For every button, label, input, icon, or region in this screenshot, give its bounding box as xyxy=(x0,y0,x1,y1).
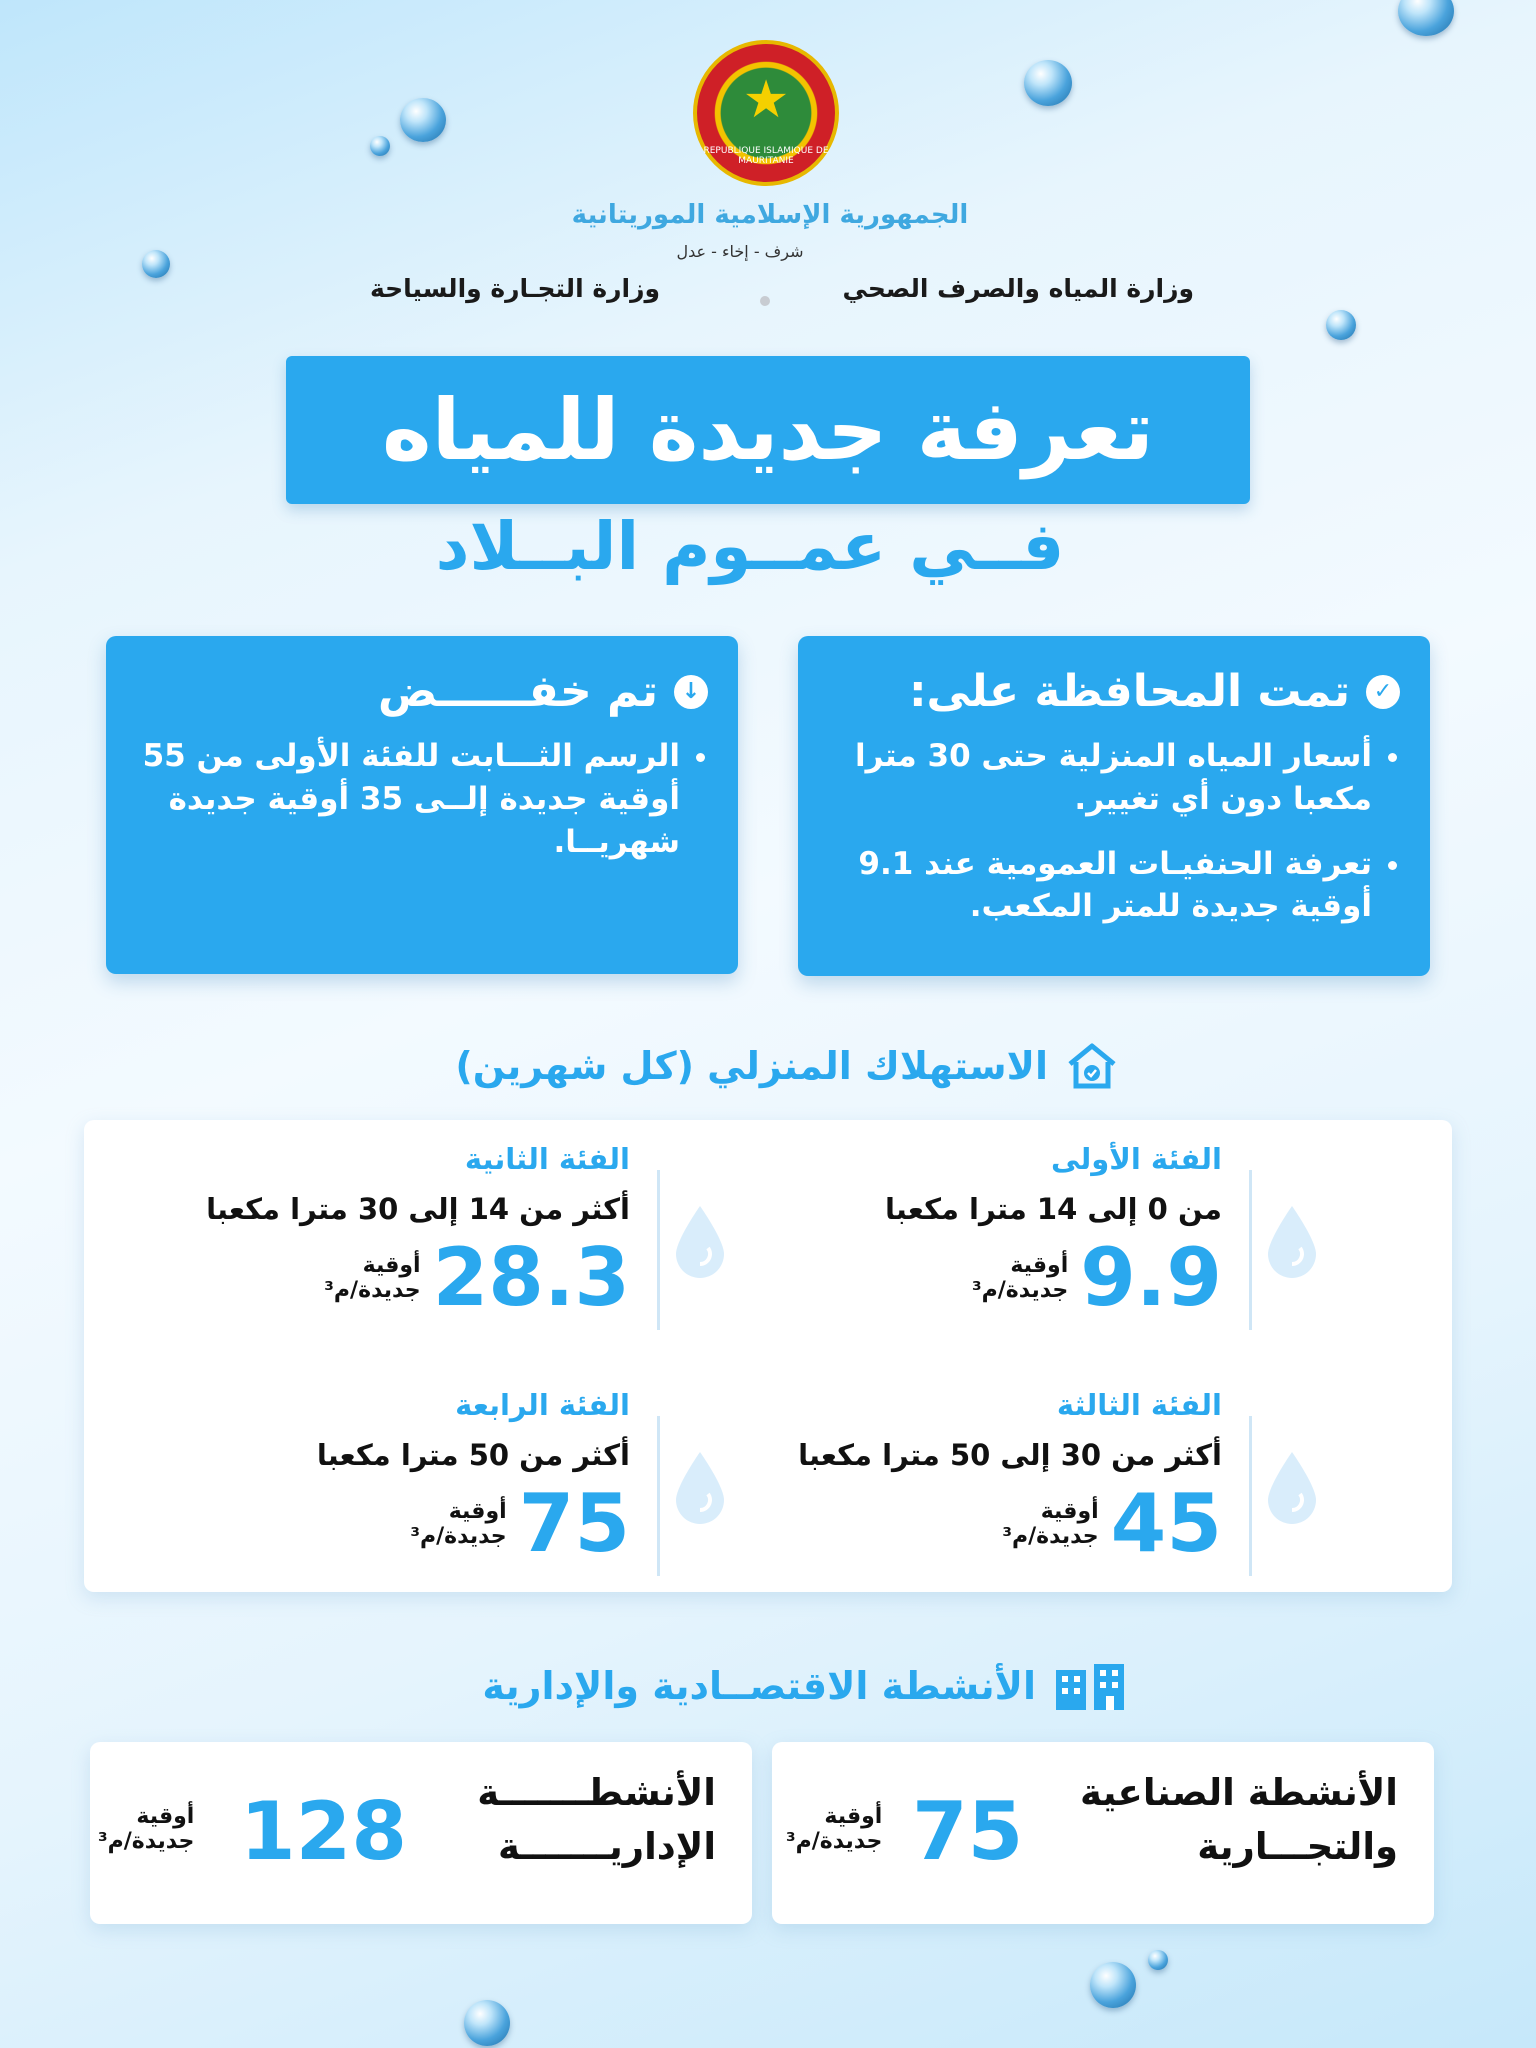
price-unit-bottom: جديدة/م³ xyxy=(98,1829,195,1855)
ministry-trade-name: وزارة التجـارة والسياحة xyxy=(369,274,660,303)
activity-name-line2: والتجـــارية xyxy=(1197,1824,1398,1868)
water-droplet-decoration xyxy=(1398,0,1454,36)
check-circle-icon: ✓ xyxy=(1366,675,1400,709)
category-price-row xyxy=(971,1231,1222,1324)
activities-section-title: الأنشطة الاقتصــادية والإدارية xyxy=(482,1664,1036,1708)
category-divider xyxy=(657,1170,660,1330)
water-drop-icon xyxy=(670,1448,730,1528)
price-unit-bottom: جديدة/م³ xyxy=(324,1278,421,1303)
reduced-heading: تم خفــــــض xyxy=(378,666,658,717)
price-unit-top: أوقية xyxy=(1040,1498,1099,1524)
price-unit-bottom: جديدة/م³ xyxy=(1002,1524,1099,1549)
ministry-separator xyxy=(760,296,770,306)
category-name: الفئة الثانية xyxy=(464,1142,630,1176)
category-card-fourth xyxy=(130,1388,730,1588)
category-divider xyxy=(657,1416,660,1576)
maintained-heading-row xyxy=(832,666,1400,717)
water-droplet-decoration xyxy=(1024,60,1072,106)
category-card-third xyxy=(722,1388,1322,1588)
list-item: • أسعار المياه المنزلية حتى 30 مترا مكعبا دون أي تغيير. xyxy=(832,735,1372,821)
category-range: أكثر من 30 إلى 50 مترا مكعبا xyxy=(798,1438,1222,1472)
water-drop-icon xyxy=(1262,1202,1322,1282)
price-unit-top: أوقية xyxy=(448,1498,507,1524)
price-unit-top: أوقية xyxy=(824,1804,883,1829)
price-unit xyxy=(324,1253,420,1304)
price-unit xyxy=(1002,1499,1098,1550)
category-range: من 0 إلى 14 مترا مكعبا xyxy=(885,1192,1222,1226)
price-unit-top: أوقية xyxy=(1010,1252,1069,1278)
household-tariff-panel xyxy=(84,1120,1452,1592)
category-price: 9.9 xyxy=(1080,1231,1222,1324)
water-droplet-decoration xyxy=(464,2000,510,2046)
activities-section-title-row xyxy=(482,1660,1126,1712)
price-unit xyxy=(98,1804,194,1855)
ministry-water-name: وزارة المياه والصرف الصحي xyxy=(842,274,1194,303)
category-range: أكثر من 14 إلى 30 مترا مكعبا xyxy=(206,1192,630,1226)
maintained-list xyxy=(832,735,1400,928)
price-unit-top: أوقية xyxy=(136,1804,195,1829)
emblem-seal-text: REPUBLIQUE ISLAMIQUE DE MAURITANIE xyxy=(703,146,829,166)
activity-name-line2: الإداريـــــــة xyxy=(497,1824,716,1868)
activity-card-administrative xyxy=(90,1742,752,1924)
category-range: أكثر من 50 مترا مكعبا xyxy=(316,1438,630,1472)
category-card-second xyxy=(130,1142,730,1342)
water-droplet-decoration xyxy=(142,250,170,278)
activity-name xyxy=(1080,1766,1398,1873)
main-title: تعرفة جديدة للمياه xyxy=(286,356,1250,504)
household-section-title-row xyxy=(455,1040,1118,1092)
water-droplet-decoration xyxy=(1090,1962,1136,2008)
category-price: 28.3 xyxy=(432,1231,630,1324)
activity-name xyxy=(477,1766,716,1873)
category-price: 45 xyxy=(1110,1477,1222,1570)
price-unit-bottom: جديدة/م³ xyxy=(971,1278,1069,1303)
water-droplet-decoration xyxy=(1326,310,1356,340)
water-droplet-decoration xyxy=(400,98,446,142)
price-unit-top: أوقية xyxy=(362,1252,421,1278)
republic-title: الجمهورية الإسلامية الموريتانية xyxy=(571,200,969,230)
price-unit-bottom: جديدة/م³ xyxy=(410,1524,507,1549)
water-drop-icon xyxy=(670,1202,730,1282)
category-name: الفئة الرابعة xyxy=(455,1388,630,1422)
category-name: الفئة الأولى xyxy=(1050,1142,1222,1176)
water-drop-icon xyxy=(1262,1448,1322,1528)
emblem-star-icon: ★ xyxy=(742,70,790,130)
national-motto: شرف - إخاء - عدل xyxy=(676,242,804,261)
activity-card-industrial xyxy=(772,1742,1434,1924)
category-divider xyxy=(1249,1416,1252,1576)
subtitle: فــي عمــوم البــلاد xyxy=(435,508,1065,585)
buildings-icon xyxy=(1054,1660,1126,1712)
category-price-row xyxy=(324,1231,630,1324)
list-item: • تعرفة الحنفيـات العمومية عند 9.1 أوقية جديدة للمتر المكعب. xyxy=(832,843,1372,929)
arrow-down-circle-icon: ↓ xyxy=(674,675,708,709)
activity-name-line1: الأنشطـــــــة xyxy=(477,1771,716,1814)
household-section-title: الاستهلاك المنزلي (كل شهرين) xyxy=(455,1044,1048,1088)
list-item: • الرسم الثـــابت للفئة الأولى من 55 أوقية جديدة إلــى 35 أوقية جديدة شهريــا. xyxy=(140,735,680,863)
category-name: الفئة الثالثة xyxy=(1056,1388,1222,1422)
water-droplet-decoration xyxy=(1148,1950,1168,1970)
category-divider xyxy=(1249,1170,1252,1330)
price-unit xyxy=(410,1499,506,1550)
price-unit-bottom: جديدة/م³ xyxy=(786,1829,883,1855)
activity-name-line1: الأنشطة الصناعية xyxy=(1080,1771,1398,1814)
reduced-heading-row xyxy=(140,666,708,717)
activity-price: 75 xyxy=(912,1785,1024,1878)
reduced-list xyxy=(140,735,708,863)
house-icon xyxy=(1066,1040,1118,1092)
price-unit xyxy=(972,1253,1068,1304)
reduced-card xyxy=(106,636,738,974)
national-emblem xyxy=(693,40,839,186)
price-unit xyxy=(786,1804,882,1855)
category-price-row xyxy=(410,1477,630,1570)
maintained-card xyxy=(798,636,1430,976)
category-card-first xyxy=(722,1142,1322,1342)
category-price-row xyxy=(1002,1477,1222,1570)
maintained-heading: تمت المحافظة على: xyxy=(908,666,1350,717)
water-droplet-decoration xyxy=(370,136,390,156)
activity-price: 128 xyxy=(240,1785,407,1878)
category-price: 75 xyxy=(518,1477,630,1570)
